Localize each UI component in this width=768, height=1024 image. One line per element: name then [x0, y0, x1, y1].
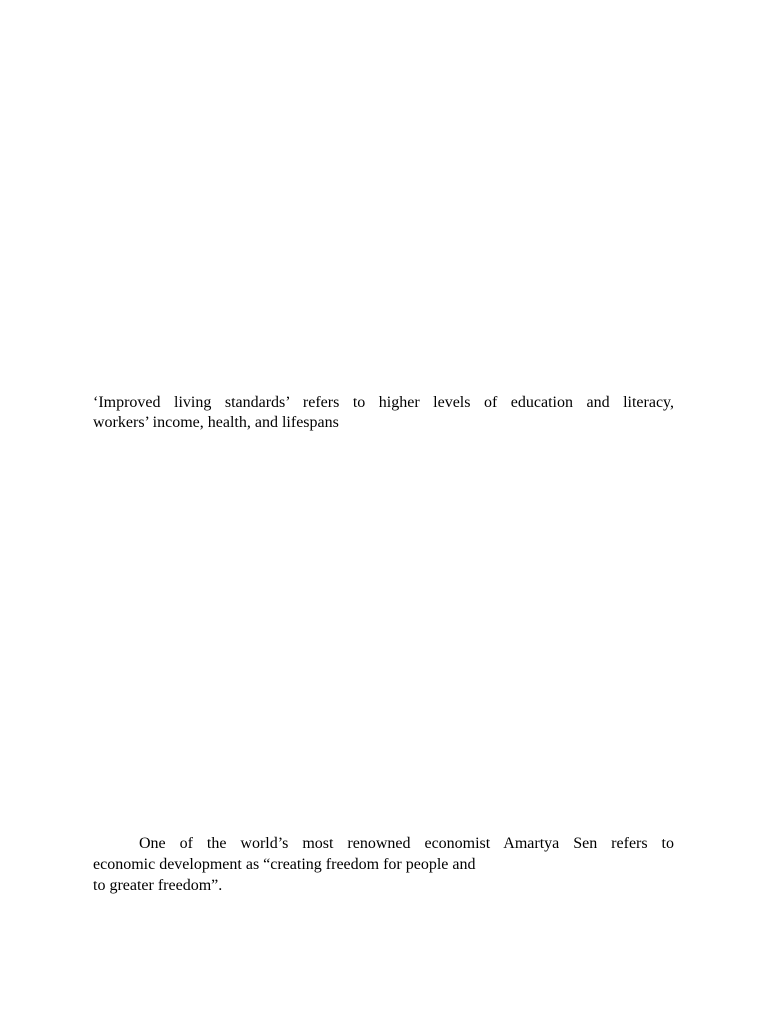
paragraph-line: ‘Improved living standards’ refers to higher levels of education and literacy,	[93, 394, 674, 411]
paragraph-amartya-sen	[93, 833, 674, 896]
paragraph-line: economic development as “creating freedom for people and	[93, 856, 476, 873]
paragraph-line: One of the world’s most renowned economist Amartya Sen refers to	[139, 835, 674, 852]
paragraph-line: to greater freedom”.	[93, 877, 223, 894]
paragraph-line: workers’ income, health, and lifespans	[93, 414, 339, 431]
paragraph-living-standards	[93, 393, 674, 433]
